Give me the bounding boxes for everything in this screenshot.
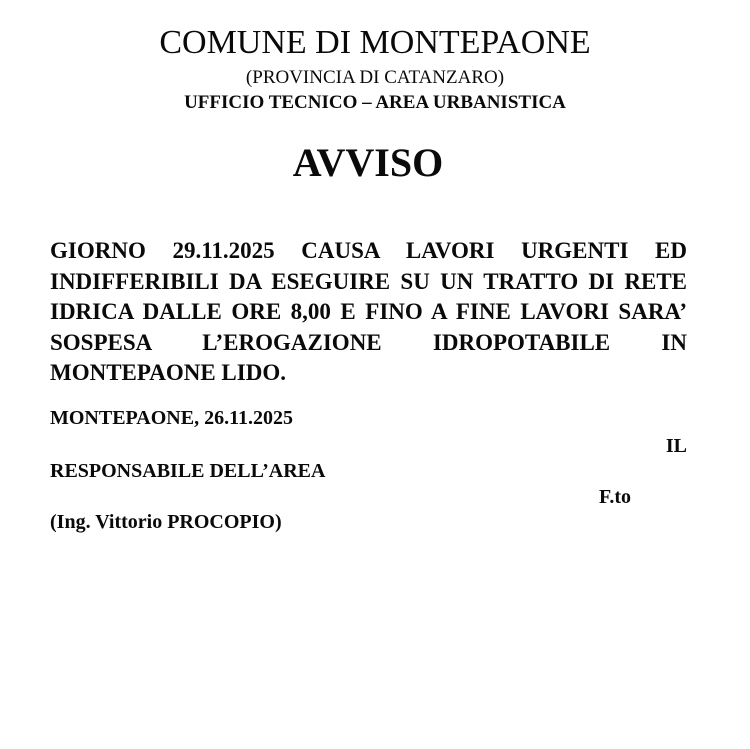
- municipality-title: COMUNE DI MONTEPAONE: [159, 24, 591, 61]
- notice-body-line: SOSPESA L’EROGAZIONE IDROPOTABILE IN: [50, 329, 687, 355]
- notice-body-line: GIORNO 29.11.2025 CAUSA LAVORI URGENTI ED: [50, 238, 687, 263]
- signature-name: (Ing. Vittorio PROCOPIO): [50, 511, 282, 533]
- notice-body-line: MONTEPAONE LIDO.: [50, 360, 286, 385]
- province-subtitle: (PROVINCIA DI CATANZARO): [245, 67, 505, 88]
- signature-il: IL: [665, 435, 687, 457]
- place-date: MONTEPAONE, 26.11.2025: [50, 407, 293, 429]
- notice-title: AVVISO: [292, 140, 444, 185]
- notice-body: [50, 236, 687, 389]
- office-subtitle: UFFICIO TECNICO – AREA URBANISTICA: [184, 92, 566, 113]
- signature-role: RESPONSABILE DELL’AREA: [50, 460, 326, 482]
- notice-body-line: IDRICA DALLE ORE 8,00 E FINO A FINE LAVORI SARA’: [50, 299, 687, 324]
- notice-body-line: INDIFFERIBILI DA ESEGUIRE SU UN TRATTO DI RETE: [50, 268, 687, 294]
- signature-fto: F.to: [599, 486, 632, 508]
